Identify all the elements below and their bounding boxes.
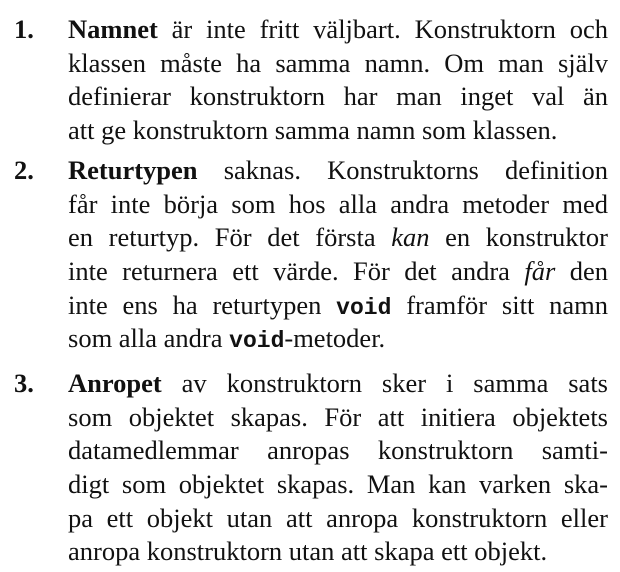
code-keyword: void [336, 294, 392, 321]
text-run: definierar konstruktorn har man inget val än [68, 81, 608, 112]
text-line [68, 154, 608, 188]
text-run: en returtyp. För det första [68, 222, 392, 253]
text-line [68, 468, 608, 502]
bold-term: Returtypen [68, 155, 198, 185]
text-run: datamedlemmar anropas konstruktorn samti- [68, 435, 608, 466]
item-number: 2. [14, 155, 34, 185]
text-run: den [555, 256, 609, 287]
emphasis: kan [391, 222, 430, 253]
text-run: -metoder. [284, 323, 386, 354]
text-line [68, 367, 608, 401]
text-line [68, 401, 608, 435]
emphasis: får [524, 256, 556, 287]
text-line [68, 434, 608, 468]
text-line [68, 221, 608, 255]
text-line [68, 114, 608, 148]
text-line [68, 80, 608, 114]
text-run: som objektet skapas. För att initiera objektets [68, 401, 608, 432]
text-line [68, 47, 608, 81]
text-run: som alla andra [68, 323, 230, 354]
text-run: anropa konstruktorn utan att skapa ett objekt. [68, 536, 548, 567]
text-line [68, 535, 608, 569]
text-line [68, 255, 608, 289]
text-run: får inte börja som hos alla andra metoder med [68, 188, 608, 219]
text-run: saknas. Konstruktorns definition [197, 155, 608, 185]
item-number: 1. [14, 14, 34, 44]
code-keyword: void [229, 328, 285, 355]
text-run: pa ett objekt utan att anropa konstruktorn eller [68, 502, 608, 533]
text-run: framför sitt namn [391, 289, 608, 320]
text-line [68, 289, 608, 323]
item-text [68, 13, 608, 148]
bold-term: Namnet [68, 14, 158, 44]
text-run: digt som objektet skapas. Man kan varken ska- [68, 469, 608, 500]
item-number: 3. [14, 368, 34, 398]
text-line [68, 188, 608, 222]
bold-term: Anropet [68, 368, 162, 398]
text-run: inte returnera ett värde. För det andra [68, 256, 525, 287]
text-run: är inte fritt väljbart. Konstruktorn och [157, 14, 608, 44]
text-run: klassen måste ha samma namn. Om man själv [68, 47, 608, 78]
text-run: att ge konstruktorn samma namn som klassen. [68, 115, 558, 146]
item-text [68, 367, 608, 569]
text-run: inte ens ha returtypen [68, 289, 337, 320]
text-line [68, 13, 608, 47]
item-text [68, 154, 608, 356]
text-line [68, 322, 608, 356]
text-run: av konstruktorn sker i samma sats [161, 368, 608, 398]
text-line [68, 502, 608, 536]
text-run: en konstruktor [429, 222, 608, 253]
